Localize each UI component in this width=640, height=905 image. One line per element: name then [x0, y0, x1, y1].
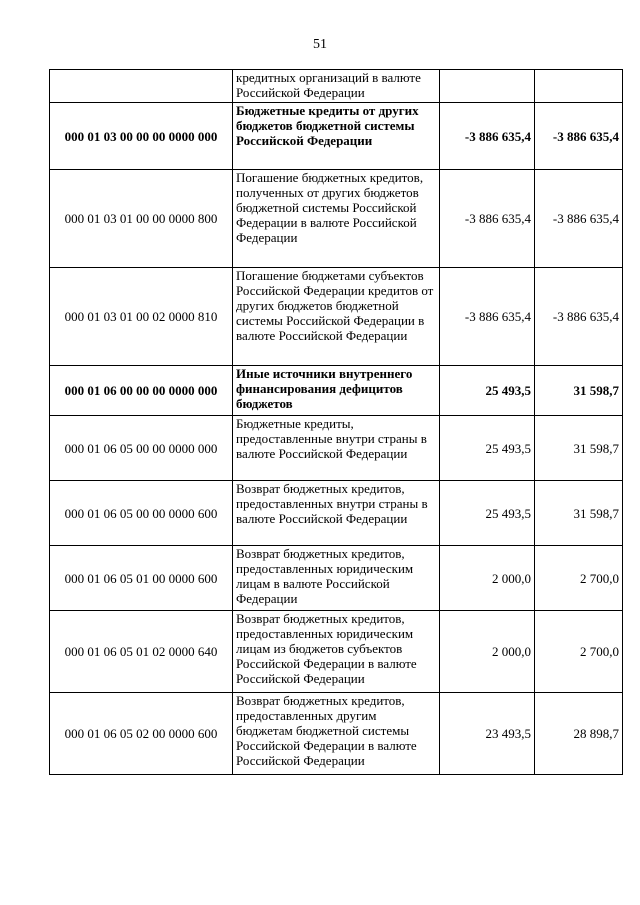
page-number: 51: [313, 37, 327, 52]
table-row: [50, 268, 623, 366]
budget-code: 000 01 06 05 00 00 0000 600: [50, 481, 233, 546]
amount-1: 25 493,5: [440, 416, 535, 481]
amount-2: 28 898,7: [535, 693, 623, 775]
amount-2: 2 700,0: [535, 611, 623, 693]
table-row: [50, 481, 623, 546]
amount-1: 25 493,5: [440, 481, 535, 546]
item-name: Возврат бюджетных кредитов, предоставленных юридическим лицам в валюте Российской Федерации: [233, 546, 440, 611]
table-row: [50, 170, 623, 268]
item-name: кредитных организаций в валюте Российской Федерации: [233, 70, 440, 103]
table-row: [50, 70, 623, 103]
budget-code: 000 01 06 05 01 00 0000 600: [50, 546, 233, 611]
amount-1: -3 886 635,4: [440, 170, 535, 268]
amount-1: -3 886 635,4: [440, 103, 535, 170]
amount-1: [440, 70, 535, 103]
budget-code: 000 01 03 01 00 00 0000 800: [50, 170, 233, 268]
table-row: [50, 546, 623, 611]
budget-code: [50, 70, 233, 103]
amount-1: 23 493,5: [440, 693, 535, 775]
amount-2: -3 886 635,4: [535, 170, 623, 268]
budget-sources-table: [49, 69, 623, 775]
item-name: Возврат бюджетных кредитов, предоставленных юридическим лицам из бюджетов субъектов Российской Федерации в валюте Российской Федерации: [233, 611, 440, 693]
amount-1: 2 000,0: [440, 611, 535, 693]
amount-1: 2 000,0: [440, 546, 535, 611]
item-name: Возврат бюджетных кредитов, предоставленных внутри страны в валюте Российской Федерации: [233, 481, 440, 546]
budget-code: 000 01 06 05 01 02 0000 640: [50, 611, 233, 693]
item-name: Бюджетные кредиты от других бюджетов бюджетной системы Российской Федерации: [233, 103, 440, 170]
amount-1: -3 886 635,4: [440, 268, 535, 366]
item-name: Возврат бюджетных кредитов, предоставленных другим бюджетам бюджетной системы Российской Федерации в валюте Российской Федерации: [233, 693, 440, 775]
item-name: Погашение бюджетами субъектов Российской Федерации кредитов от других бюджетов бюджетной системы Российской Федерации в валюте Российской Федерации: [233, 268, 440, 366]
budget-code: 000 01 06 00 00 00 0000 000: [50, 366, 233, 416]
budget-code: 000 01 03 01 00 02 0000 810: [50, 268, 233, 366]
amount-2: 31 598,7: [535, 366, 623, 416]
table-row: [50, 611, 623, 693]
budget-code: 000 01 06 05 02 00 0000 600: [50, 693, 233, 775]
amount-2: 31 598,7: [535, 481, 623, 546]
item-name: Бюджетные кредиты, предоставленные внутри страны в валюте Российской Федерации: [233, 416, 440, 481]
table-row: [50, 416, 623, 481]
table-row: [50, 103, 623, 170]
item-name: Погашение бюджетных кредитов, полученных от других бюджетов бюджетной системы Российской Федерации в валюте Российской Федерации: [233, 170, 440, 268]
item-name: Иные источники внутреннего финансирования дефицитов бюджетов: [233, 366, 440, 416]
amount-2: 2 700,0: [535, 546, 623, 611]
budget-code: 000 01 03 00 00 00 0000 000: [50, 103, 233, 170]
amount-2: [535, 70, 623, 103]
table-row: [50, 693, 623, 775]
amount-2: -3 886 635,4: [535, 103, 623, 170]
amount-1: 25 493,5: [440, 366, 535, 416]
budget-code: 000 01 06 05 00 00 0000 000: [50, 416, 233, 481]
table-row: [50, 366, 623, 416]
amount-2: 31 598,7: [535, 416, 623, 481]
amount-2: -3 886 635,4: [535, 268, 623, 366]
